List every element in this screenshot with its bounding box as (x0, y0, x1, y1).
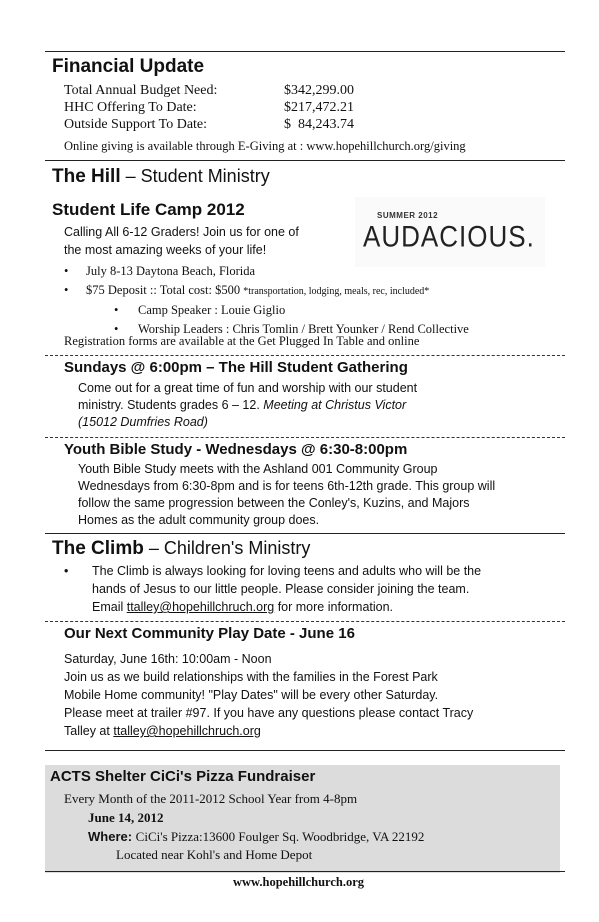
play-line: Join us as we build relationships with the families in the Forest Park (64, 670, 438, 684)
camp-title: Student Life Camp 2012 (52, 200, 245, 219)
acts-located: Located near Kohl's and Home Depot (116, 847, 313, 862)
financial-row (64, 82, 354, 99)
climb-title: The Climb (52, 538, 144, 559)
youth-line: follow the same progression between the Conley's, Kuzins, and Majors (78, 496, 470, 510)
financial-value: $ 84,243.74 (284, 117, 354, 132)
financial-row (64, 116, 354, 133)
sub-list-item: • Camp Speaker : Louie Giglio (58, 301, 558, 320)
logo-small-text: SUMMER 2012 (377, 211, 439, 220)
financial-label: Total Annual Budget Need: (64, 83, 218, 98)
list-item (58, 281, 558, 301)
sundays-line (78, 397, 417, 414)
deposit-text: $75 Deposit :: Total cost: $500 (86, 283, 244, 297)
section-rule (45, 533, 565, 534)
climb-email-prefix: Email (92, 600, 127, 614)
sub-list-item: • Worship Leaders : Chris Tomlin / Brett Younker / Rend Collective (58, 320, 558, 339)
climb-email-suffix: for more information. (274, 600, 394, 614)
sundays-location: Meeting at Christus Victor (263, 398, 407, 412)
financial-value: $217,472.21 (284, 100, 354, 115)
youth-title: Youth Bible Study - Wednesdays @ 6:30-8:00pm (64, 441, 408, 458)
climb-line: hands of Jesus to our little people. Please consider joining the team. (92, 582, 470, 596)
dashed-rule (45, 621, 565, 622)
play-line (64, 722, 473, 740)
financial-label: HHC Offering To Date: (64, 100, 197, 115)
youth-line: Wednesdays from 6:30-8pm and is for teens 6th-12th grade. This group will (78, 479, 496, 493)
youth-body (78, 461, 495, 529)
play-line: Mobile Home community! "Play Dates" will be every other Saturday. (64, 688, 439, 702)
dashed-rule (45, 355, 565, 356)
where-label: Where: (88, 829, 136, 844)
dashed-rule (45, 437, 565, 438)
play-body (64, 650, 473, 740)
play-email-link[interactable]: ttalley@hopehillchruch.org (113, 724, 261, 738)
section-rule (45, 750, 565, 751)
acts-title: ACTS Shelter CiCi's Pizza Fundraiser (50, 768, 316, 785)
deposit-note: *transportation, lodging, meals, rec, included* (243, 286, 430, 297)
youth-line: Youth Bible Study meets with the Ashland 001 Community Group (78, 462, 438, 476)
list-item: • The Climb is always looking for loving teens and adults who will be the (58, 562, 558, 580)
financial-title: Financial Update (52, 56, 205, 77)
climb-email-link[interactable]: ttalley@hopehillchruch.org (126, 600, 275, 614)
camp-body (64, 223, 299, 259)
sundays-title: Sundays @ 6:00pm – The Hill Student Gathering (64, 359, 408, 376)
top-rule (45, 51, 565, 52)
acts-line: Every Month of the 2011-2012 School Year from 4-8pm (64, 791, 358, 806)
camp-bullets (58, 262, 558, 339)
registration-text: Registration forms are available at the Get Plugged In Table and online (64, 334, 420, 348)
climb-body (58, 562, 558, 616)
play-line: Saturday, June 16th: 10:00am - Noon (64, 652, 272, 666)
climb-heading (52, 538, 310, 560)
hill-subtitle: – Student Ministry (120, 166, 270, 186)
footer-url[interactable]: www.hopehillchurch.org (233, 875, 365, 889)
sundays-line: Come out for a great time of fun and worship with our student (78, 381, 418, 395)
bottom-rule (45, 871, 565, 872)
list-item: • July 8-13 Daytona Beach, Florida (58, 262, 558, 281)
section-rule (45, 160, 565, 161)
where-address: CiCi's Pizza:13600 Foulger Sq. Woodbridge, VA 22192 (135, 829, 425, 844)
sundays-address: (15012 Dumfries Road) (78, 415, 208, 429)
sundays-line-main: ministry. Students grades 6 – 12. (78, 398, 264, 412)
hill-heading (52, 166, 270, 188)
camp-intro-line: Calling All 6-12 Graders! Join us for one of (64, 225, 299, 239)
climb-line (58, 598, 558, 616)
hill-title: The Hill (52, 166, 121, 187)
play-title: Our Next Community Play Date - June 16 (64, 625, 355, 642)
financial-table (64, 82, 354, 133)
acts-where (88, 829, 424, 845)
climb-subtitle: – Children's Ministry (143, 538, 311, 558)
financial-value: $342,299.00 (284, 83, 354, 98)
sundays-body (78, 380, 417, 431)
acts-date: June 14, 2012 (88, 810, 164, 825)
camp-intro-line: the most amazing weeks of your life! (64, 243, 267, 257)
play-email-prefix: Talley at (64, 724, 114, 738)
youth-line: Homes as the adult community group does. (78, 513, 320, 527)
play-line: Please meet at trailer #97. If you have any questions please contact Tracy (64, 706, 474, 720)
audacious-logo (355, 197, 545, 267)
financial-label: Outside Support To Date: (64, 117, 208, 132)
logo-big-text: AUDACIOUS. (363, 218, 535, 254)
online-giving-text: Online giving is available through E-Giving at : www.hopehillchurch.org/giving (64, 139, 466, 153)
financial-row (64, 99, 354, 116)
